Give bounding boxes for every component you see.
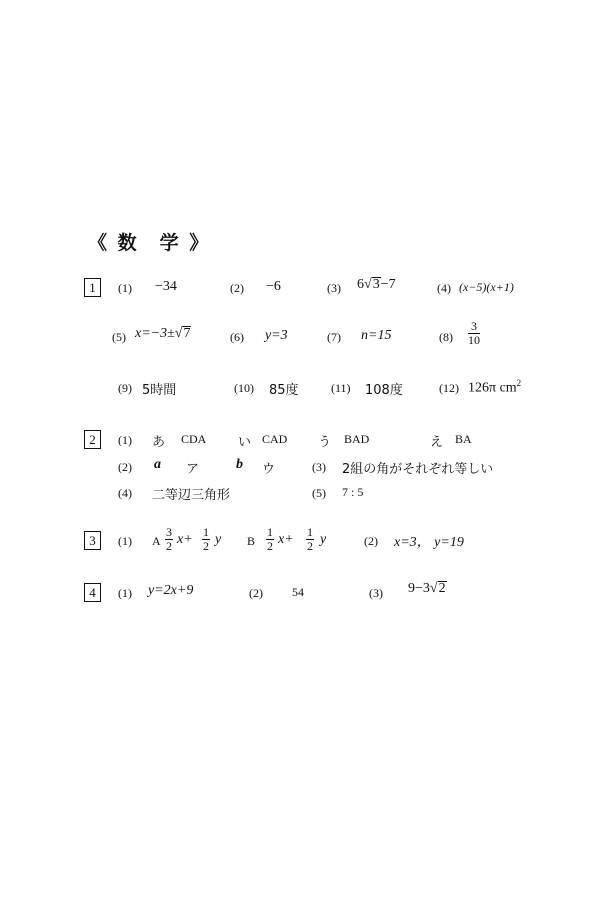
q3-a-fraction-1	[165, 526, 173, 553]
q1-part3-coef: 6	[357, 277, 364, 292]
radical-sign: √	[429, 581, 438, 596]
fraction-denominator: 10	[468, 333, 480, 347]
question-number-4: 4	[84, 583, 101, 602]
q3-key-b: B	[247, 534, 256, 548]
q2-part5-label: (5)	[312, 486, 326, 500]
q1-part11-answer: 108度	[365, 383, 403, 398]
fraction-denominator: 2	[203, 539, 209, 553]
q3-a-term-x: x+	[177, 532, 193, 547]
q4-part3-expr: 9−3	[408, 581, 430, 596]
q1-part9-answer: 5時間	[142, 383, 177, 398]
q1-part10-label: (10)	[234, 381, 254, 395]
q1-part3-answer	[357, 277, 396, 293]
q1-part4-answer: (x−5)(x+1)	[459, 280, 514, 294]
fraction-numerator: 1	[267, 525, 273, 539]
q1-part2-label: (2)	[230, 281, 244, 295]
q3-a-fraction-2	[202, 526, 210, 553]
q4-part3-label: (3)	[369, 586, 383, 600]
q3-b-term-x: x+	[278, 532, 294, 547]
q1-part5-label: (5)	[112, 330, 126, 344]
q2-part3-label: (3)	[312, 460, 326, 474]
q1-part12-value: 126π cm	[468, 380, 517, 396]
q2-part4-answer: 二等辺三角形	[152, 488, 231, 503]
q3-b-term-y: y	[320, 532, 327, 547]
q2-part5-answer: 7 : 5	[342, 485, 364, 499]
q2-blank-i-value: CAD	[262, 432, 288, 446]
q3-part1-label: (1)	[118, 534, 132, 548]
q3-part2-answer: x=3， y=19	[394, 535, 464, 550]
q1-part6-answer: y=3	[265, 328, 288, 343]
q3-part2-label: (2)	[364, 534, 378, 548]
q1-part8-label: (8)	[439, 330, 453, 344]
q2-blank-a-value: CDA	[181, 432, 207, 446]
q3-b-fraction-2	[306, 526, 314, 553]
page-title: 《 数 学 》	[88, 232, 211, 254]
q1-part6-label: (6)	[230, 330, 244, 344]
q1-part12-label: (12)	[439, 381, 459, 395]
radical-sign: √	[174, 326, 183, 341]
q3-b-fraction-1	[266, 526, 274, 553]
q1-part1-label: (1)	[118, 281, 132, 295]
fraction-denominator: 2	[267, 539, 273, 553]
fraction-numerator: 1	[307, 525, 313, 539]
q2-blank-e-value: BA	[455, 432, 472, 446]
q1-part2-answer: −6	[266, 279, 281, 294]
q2-part2-label: (2)	[118, 460, 132, 474]
q4-part2-label: (2)	[249, 586, 263, 600]
question-number-2: 2	[84, 430, 101, 449]
fraction-denominator: 2	[166, 539, 172, 553]
q2-variable-b: b	[236, 457, 243, 472]
q1-part3-radicand: 3	[372, 277, 380, 292]
fraction-numerator: 3	[166, 525, 172, 539]
q2-variable-a-answer: ア	[186, 462, 200, 477]
fraction-numerator: 3	[468, 320, 480, 334]
q2-part3-answer: 2組の角がそれぞれ等しい	[342, 462, 494, 477]
q2-variable-b-answer: ウ	[262, 462, 276, 477]
q2-blank-i-key: い	[238, 435, 252, 450]
q1-part12-answer	[468, 378, 521, 397]
q2-blank-a-key: あ	[152, 435, 166, 450]
q1-part4-label: (4)	[437, 281, 451, 295]
q4-part2-answer: 54	[292, 585, 304, 599]
q1-part7-answer: n=15	[361, 328, 392, 343]
q4-part3-radicand: 2	[438, 581, 446, 596]
q2-part1-label: (1)	[118, 433, 132, 447]
q1-part3-label: (3)	[327, 281, 341, 295]
q1-part5-expr: x=−3±	[135, 326, 175, 341]
q3-key-a: A	[152, 534, 161, 548]
q2-part4-label: (4)	[118, 486, 132, 500]
q1-part7-label: (7)	[327, 330, 341, 344]
q2-blank-e-key: え	[430, 435, 444, 450]
q2-variable-a: a	[154, 457, 161, 472]
question-number-3: 3	[84, 531, 101, 550]
q4-part1-answer: y=2x+9	[148, 583, 194, 598]
fraction-denominator: 2	[307, 539, 313, 553]
q4-part3-answer	[408, 581, 447, 597]
q1-part9-label: (9)	[118, 381, 132, 395]
q3-a-term-y: y	[215, 532, 222, 547]
q1-part10-answer: 85度	[269, 383, 299, 398]
q1-part5-answer	[135, 326, 191, 342]
q1-part8-fraction	[468, 320, 480, 347]
q1-part5-radicand: 7	[183, 326, 191, 341]
question-number-1: 1	[84, 278, 101, 297]
q4-part1-label: (1)	[118, 586, 132, 600]
q2-blank-u-value: BAD	[344, 432, 370, 446]
fraction-numerator: 1	[203, 525, 209, 539]
exponent: 2	[516, 378, 522, 388]
q2-blank-u-key: う	[318, 435, 332, 450]
q1-part1-answer: −34	[155, 279, 177, 294]
radical-sign: √	[364, 277, 372, 292]
q1-part11-label: (11)	[331, 381, 351, 395]
q1-part3-rest: −7	[380, 277, 396, 292]
